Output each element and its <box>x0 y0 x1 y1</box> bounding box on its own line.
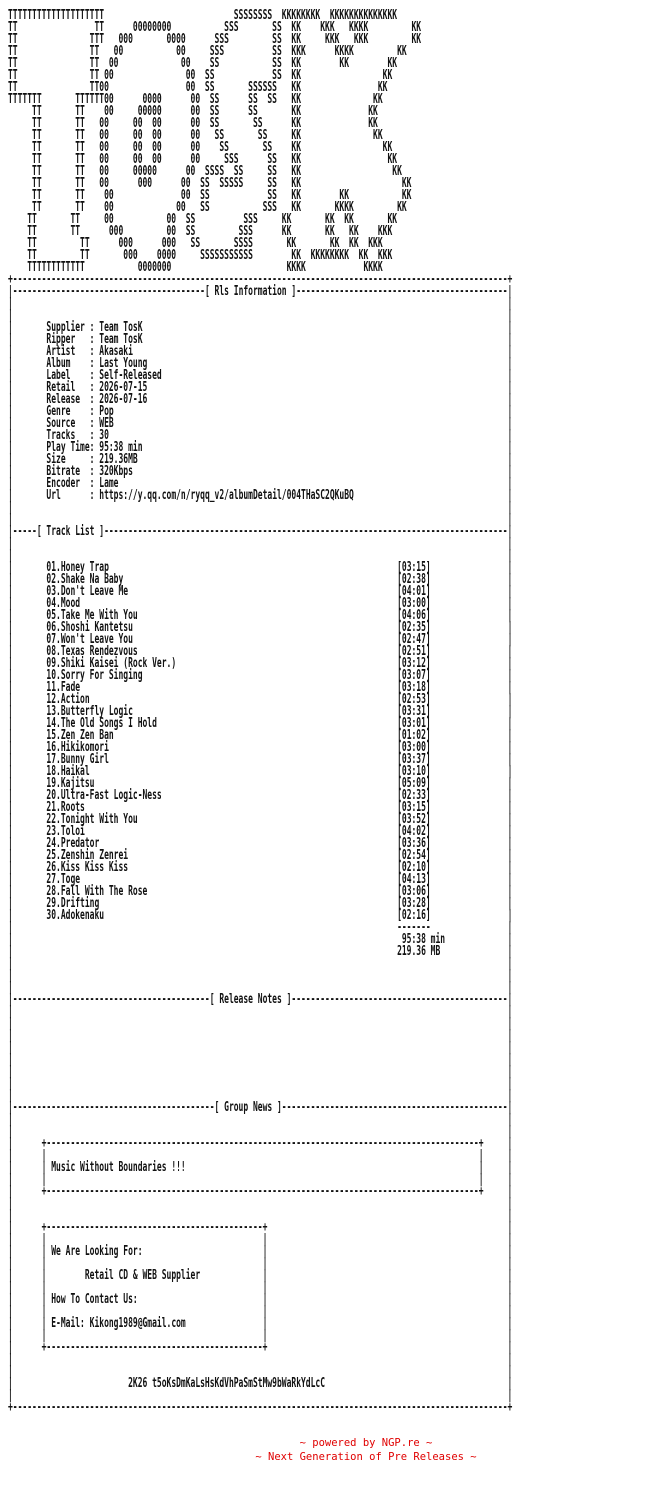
logo-line: TT TT 00 00 00 00 SS SS KK KK <box>32 140 393 155</box>
info-value: Pop <box>99 404 114 419</box>
track-time: [02:53] <box>397 692 431 707</box>
track-number: 05 <box>46 608 57 623</box>
track-number: 19 <box>46 776 57 791</box>
info-key: Tracks <box>46 428 90 443</box>
track-time: [03:37] <box>397 752 431 767</box>
track-number: 12 <box>46 692 57 707</box>
track-number: 21 <box>46 800 57 815</box>
news-looking-for: We Are Looking For: <box>51 1244 263 1259</box>
track-time: [03:36] <box>397 836 431 851</box>
track-number: 15 <box>46 728 57 743</box>
track-title: Sorry For Singing <box>60 668 143 683</box>
track-number: 08 <box>46 644 57 659</box>
info-value: 95:38 min <box>99 440 143 455</box>
track-title: Drifting <box>60 896 100 911</box>
track-title: Tonight With You <box>60 812 138 827</box>
track-number: 10 <box>46 668 57 683</box>
info-value: Last Young <box>99 356 148 371</box>
logo-line: TT TT 00 00 00 00 SS SS KK KK <box>32 116 378 131</box>
info-value: https://y.qq.com/n/ryqq_v2/albumDetail/004THaSC2QKuBQ <box>99 488 354 503</box>
info-value: Team TosK <box>99 320 143 335</box>
track-number: 26 <box>46 860 57 875</box>
track-title: The Old Songs I Hold <box>60 716 157 731</box>
news-motto: Music Without Boundaries !!! <box>51 1160 479 1175</box>
track-number: 27 <box>46 872 57 887</box>
total-play-time: 95:38 min <box>397 932 446 947</box>
track-number: 24 <box>46 836 57 851</box>
logo-line: TT TT 00 00 SS SS KK KK KK <box>32 188 412 203</box>
track-number: 20 <box>46 788 57 803</box>
info-value: 219.36MB <box>99 452 138 467</box>
info-key: Retail <box>46 380 90 395</box>
track-title: Zen Zen Ban <box>60 728 114 743</box>
track-title: Bunny Girl <box>60 752 109 767</box>
info-value: Team TosK <box>99 332 143 347</box>
logo-line: TTTTTTT TTTTTT00 0000 00 SS SS SS KK KK <box>8 92 383 107</box>
info-key: Genre <box>46 404 90 419</box>
track-time: [03:12] <box>397 656 431 671</box>
info-key: Album <box>46 356 90 371</box>
logo-line: TT TT 00 00 SS SS KK KK <box>8 68 393 83</box>
track-time: [03:00] <box>397 740 431 755</box>
track-time: [04:13] <box>397 872 431 887</box>
track-time: [04:02] <box>397 824 431 839</box>
tagline-text: ~ Next Generation of Pre Releases ~ <box>255 1451 477 1463</box>
track-time: [03:00] <box>397 596 431 611</box>
track-number: 28 <box>46 884 57 899</box>
track-title: Ultra-Fast Logic-Ness <box>60 788 162 803</box>
track-time: [03:52] <box>397 812 431 827</box>
logo-line: TT TT 00 00 SS SSS KK KK KK KK <box>27 212 398 227</box>
logo-line: TT TT 00000000 SSS SS KK KKK KKKK KK <box>8 20 422 35</box>
info-key: Encoder <box>46 476 90 491</box>
logo-line: TT TTT 000 0000 SSS SS KK KKK KKK KK <box>8 32 422 47</box>
track-title: Zenshin Zenrei <box>60 848 129 863</box>
section-title-notes: [ Release Notes ] <box>209 992 292 1007</box>
track-number: 22 <box>46 812 57 827</box>
track-time: [02:10] <box>397 860 431 875</box>
track-title: Butterfly Logic <box>60 704 133 719</box>
track-number: 02 <box>46 572 57 587</box>
track-title: Shiki Kaisei (Rock Ver.) <box>60 656 177 671</box>
track-number: 03 <box>46 584 57 599</box>
nfo-text: TTTTTTTTTTTTTTTTTTTT SSSSSSSS KKKKKKKK KKKKKKKKKKKKKK TT TT 00000000 SSS SS KK KKK KKKK KK TT TTT 000 0000 SSS SS KK KKK KKK KK TT TT 00 00 SSS SS KKK KKKK KK TT TT 00 00 SS SS KK KK KK TT TT 00 00 SS SS KK KK TT TT00 00 SS SSSSSS KK KK TTTTTTT TTTTTT00 0000 00 SS SS SS KK KK TT TT 00 00000 00 SS SS KK KK TT TT 00 00 00 00 SS SS KK KK TT TT 00 00 00 00 SS SS KK KK TT TT 00 00 00 00 SS SS KK KK TT TT 00 00 00 00 SSS SS KK KK TT TT 00 00000 00 SSSS SS SS KK KK TT TT 00 000 00 SS SSSSS SS KK KK TT TT 00 00 SS SS KK KK KK TT TT 00 00 SS SSS KK KKKK KK TT TT 00 00 SS SSS KK KK KK KK TT TT 000 00 SS SSS KK KK KK KKK TT TT 000 000 SS SSSS KK KK KK KKK TT TT 000 0000 SSSSSSSSSSS KK KKKKKKKK KK KKK TTTTTTTTTTTT 0000000 KKKK KKKK +-------------------------------------------------------------------------------------------------------+ |----------------------------------------[ Rls Information ]--------------------------------------------| | | | | | Supplier : Team TosK | | Ripper : Team TosK | | Artist : Akasaki | | Album : Last Young | | Label : Self-Released | | Retail : 2026-07-15 | | Release : 2026-07-16 | | Genre : Pop | | Source : WEB | | Tracks : 30 | | Play Time: 95:38 min | | Size : 219.36MB | | Bitrate : 320Kbps | | Encoder : Lame | | Url : https://y.qq.com/n/ryqq_v2/albumDetail/004THaSC2QKuBQ | | | | | |-----[ Track List ]------------------------------------------------------------------------------------| | | | | | 01.Honey Trap [03:15] | | 02.Shake Na Baby [02:38] | | 03.Don't Leave Me [04:01] | | 04.Mood [03:00] | | 05.Take Me With You [04:06] | | 06.Shoshi Kantetsu [02:35] | | 07.Won't Leave You [02:47] | | 08.Texas Rendezvous [02:51] | | 09.Shiki Kaisei (Rock Ver.) [03:12] | | 10.Sorry For Singing [03:07] | | 11.Fade [03:18] | | 12.Action [02:53] | | 13.Butterfly Logic [03:31] | | 14.The Old Songs I Hold [03:01] | | 15.Zen Zen Ban [01:02] | | 16.Hikikomori [03:00] | | 17.Bunny Girl [03:37] | | 18.Haikal [03:10] | | 19.Kajitsu [05:09] | | 20.Ultra-Fast Logic-Ness [02:33] | | 21.Roots [03:15] | | 22.Tonight With You [03:52] | | 23.Toloi [04:02] | | 24.Predator [03:36] | | 25.Zenshin Zenrei [02:54] | | 26.Kiss Kiss Kiss [02:10] | | 27.Toge [04:13] | | 28.Fall With The Rose [03:06] | | 29.Drifting [03:28] | | 30.Adokenaku [02:16] | | ------- | | 95:38 min | | 219.36 MB | | | | | | | |-----------------------------------------[ Release Notes ]---------------------------------------------| | | | | | | | | | | | | | | | | |------------------------------------------[ Group News ]-----------------------------------------------| | | | | | +------------------------------------------------------------------------------------------+ | | | | | | | Music Without Boundaries !!! | | | | | | | +------------------------------------------------------------------------------------------+ | | | | | | +---------------------------------------------+ | | | | | | | We Are Looking For: | | | | | | | | Retail CD & WEB Supplier | | | | | | | | How To Contact Us: | | | | | | | | E-Mail: Kikong1989@Gmail.com | | | | | | | +---------------------------------------------+ | | | | | | 2K26 t5oKsDmKaLsHsKdVhPaSmStMw9bWaRkYdLcC | | | +-------------------------------------------------------------------------------------------------------+ <box>8 8 513 1415</box>
track-time: [01:02] <box>397 728 431 743</box>
track-time: [04:06] <box>397 608 431 623</box>
footer <box>0 1436 672 1464</box>
track-time: [02:35] <box>397 620 431 635</box>
news-wanted: Retail CD & WEB Supplier <box>84 1268 263 1283</box>
track-title: Kajitsu <box>60 776 95 791</box>
track-time: [03:18] <box>397 680 431 695</box>
track-time: [03:15] <box>397 560 431 575</box>
total-size: 219.36 MB <box>397 944 441 959</box>
track-title: Take Me With You <box>60 608 138 623</box>
track-number: 23 <box>46 824 57 839</box>
track-time: [03:06] <box>397 884 431 899</box>
signature: 2K26 t5oKsDmKaLsHsKdVhPaSmStMw9bWaRkYdLcC <box>128 1376 326 1391</box>
section-title-rls: [ Rls Information ] <box>204 284 297 299</box>
track-time: [03:31] <box>397 704 431 719</box>
info-value: 30 <box>99 428 109 443</box>
track-number: 17 <box>46 752 57 767</box>
track-title: Texas Rendezvous <box>60 644 138 659</box>
logo-line: TT TT 00 00 SS SS KK KK KK <box>8 56 398 71</box>
track-title: Haikal <box>60 764 90 779</box>
track-title: Fade <box>60 680 81 695</box>
track-title: Hikikomori <box>60 740 109 755</box>
track-number: 14 <box>46 716 57 731</box>
track-time: [02:47] <box>397 632 431 647</box>
logo-line: TT TT 00 00 00 00 SS SS KK KK <box>32 128 383 143</box>
track-title: Mood <box>60 596 81 611</box>
track-title: Don't Leave Me <box>60 584 129 599</box>
logo-line: TT TT 00 00 SSS SS KKK KKKK KK <box>8 44 407 59</box>
track-title: Action <box>60 692 90 707</box>
info-value: Lame <box>99 476 119 491</box>
track-title: Predator <box>60 836 100 851</box>
track-time: [03:10] <box>397 764 431 779</box>
info-key: Source <box>46 416 90 431</box>
logo-line: TT TT 000 00 SS SSS KK KK KK KKK <box>27 224 393 239</box>
track-time: [03:07] <box>397 668 431 683</box>
logo-line: TT TT 00 00000 00 SSSS SS SS KK KK <box>32 164 402 179</box>
news-contact: How To Contact Us: <box>51 1292 263 1307</box>
track-time: [03:15] <box>397 800 431 815</box>
info-key: Label <box>46 368 90 383</box>
logo-line: TT TT 000 000 SS SSSS KK KK KK KKK <box>27 236 383 251</box>
track-time: [02:54] <box>397 848 431 863</box>
track-number: 09 <box>46 656 57 671</box>
track-number: 16 <box>46 740 57 755</box>
track-title: Toge <box>60 872 81 887</box>
track-number: 30 <box>46 908 57 923</box>
logo-line: TT TT 00 00 SS SSS KK KKKK KK <box>32 200 407 215</box>
track-title: Shoshi Kantetsu <box>60 620 133 635</box>
track-time: [02:33] <box>397 788 431 803</box>
info-key: Play Time <box>46 440 90 455</box>
track-number: 07 <box>46 632 57 647</box>
track-title: Won't Leave You <box>60 632 133 647</box>
track-time: [04:01] <box>397 584 431 599</box>
info-key: Ripper <box>46 332 90 347</box>
info-value: WEB <box>99 416 114 431</box>
track-number: 06 <box>46 620 57 635</box>
track-title: Honey Trap <box>60 560 109 575</box>
logo-line: TT TT00 00 SS SSSSSS KK KK <box>8 80 388 95</box>
logo-line: TTTTTTTTTTTTTTTTTTTT SSSSSSSS KKKKKKKK KKKKKKKKKKKKKK <box>8 8 398 23</box>
info-key: Url <box>46 488 90 503</box>
info-value: 320Kbps <box>99 464 133 479</box>
logo-line: TT TT 00 00000 00 SS SS KK KK <box>32 104 378 119</box>
track-number: 18 <box>46 764 57 779</box>
track-number: 13 <box>46 704 57 719</box>
track-title: Kiss Kiss Kiss <box>60 860 129 875</box>
track-number: 11 <box>46 680 57 695</box>
info-value: 2026-07-16 <box>99 392 148 407</box>
track-title: Fall With The Rose <box>60 884 148 899</box>
track-title: Adokenaku <box>60 908 105 923</box>
logo-line: TT TT 000 0000 SSSSSSSSSSS KK KKKKKKKK KK KKK <box>27 248 393 263</box>
logo-line: TT TT 00 000 00 SS SSSSS SS KK KK <box>32 176 412 191</box>
track-time: [02:38] <box>397 572 431 587</box>
info-value: 2026-07-15 <box>99 380 148 395</box>
section-title-news: [ Group News ] <box>214 1100 282 1115</box>
logo-line: TTTTTTTTTTTT 0000000 KKKK KKKK <box>27 260 383 275</box>
info-key: Supplier <box>46 320 90 335</box>
track-time: [05:09] <box>397 776 431 791</box>
track-time: [02:51] <box>397 644 431 659</box>
info-key: Artist <box>46 344 90 359</box>
info-value: Akasaki <box>99 344 133 359</box>
track-time: [03:28] <box>397 896 431 911</box>
track-time: [02:16] <box>397 908 431 923</box>
track-number: 04 <box>46 596 57 611</box>
info-key: Size <box>46 452 90 467</box>
track-time: [03:01] <box>397 716 431 731</box>
info-key: Release <box>46 392 90 407</box>
track-number: 01 <box>46 560 57 575</box>
track-title: Roots <box>60 800 85 815</box>
track-number: 29 <box>46 896 57 911</box>
track-number: 25 <box>46 848 57 863</box>
track-title: Shake Na Baby <box>60 572 124 587</box>
track-title: Toloi <box>60 824 85 839</box>
powered-by-text: ~ powered by NGP.re ~ <box>299 1437 433 1449</box>
news-email: E-Mail: Kikong1989@Gmail.com <box>51 1316 263 1331</box>
section-title-tracks: [ Track List ] <box>36 524 105 539</box>
info-value: Self-Released <box>99 368 162 383</box>
info-key: Bitrate <box>46 464 90 479</box>
logo-line: TT TT 00 00 00 00 SSS SS KK KK <box>32 152 398 167</box>
